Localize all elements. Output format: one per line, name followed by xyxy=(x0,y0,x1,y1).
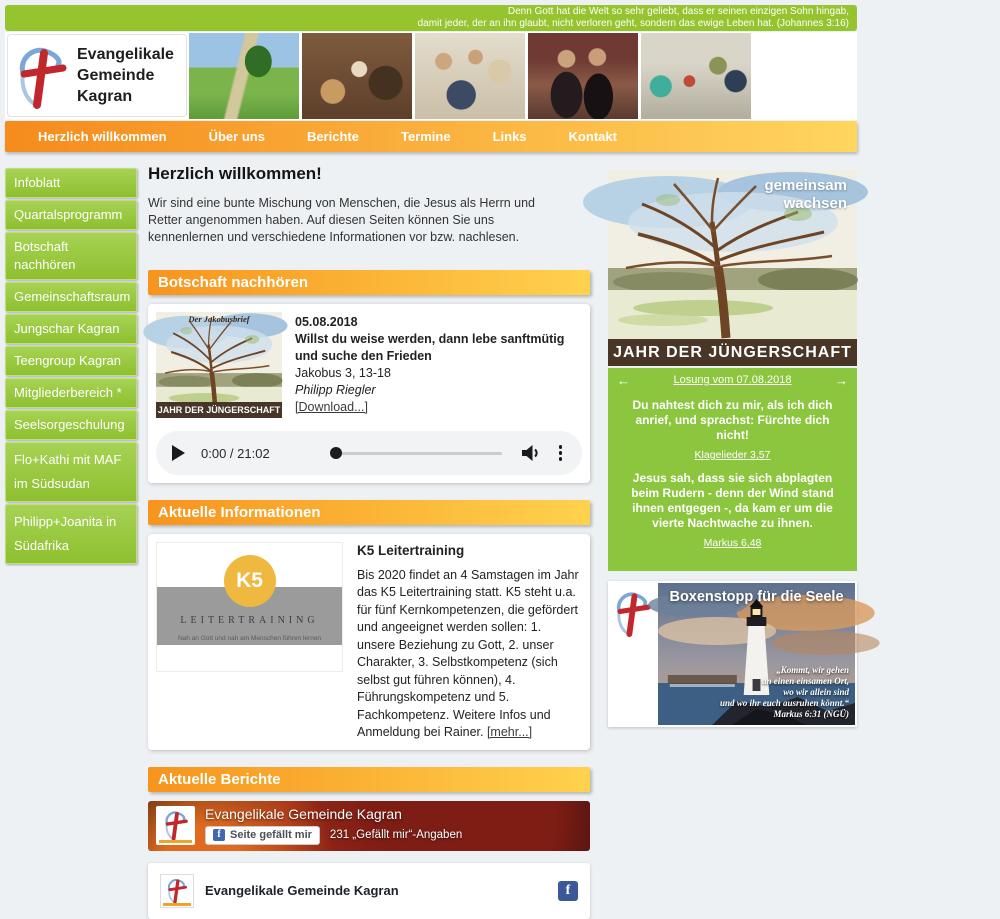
sidebar-item-maf-suedsudan[interactable]: Flo+Kathi mit MAF im Südsudan xyxy=(5,442,137,502)
boxenstopp-banner[interactable] xyxy=(658,583,855,725)
facebook-page-name[interactable]: Evangelikale Gemeinde Kagran xyxy=(205,805,402,822)
main-nav xyxy=(5,121,857,152)
sidebar-item-infoblatt[interactable]: Infoblatt xyxy=(5,168,137,198)
audio-time: 0:00 / 21:02 xyxy=(201,445,270,461)
nav-item-berichte[interactable]: Berichte xyxy=(306,129,359,144)
banner-overlay-text: gemeinsam wachsen xyxy=(764,177,847,212)
sermon-speaker: Philipp Riegler xyxy=(295,383,376,397)
cross-logo-icon xyxy=(15,43,69,109)
header-photo-field-tree xyxy=(189,33,299,119)
main-content xyxy=(148,158,590,919)
sidebar-item-seelsorgeschulung[interactable]: Seelsorgeschulung xyxy=(5,410,137,440)
section-header-informationen: Aktuelle Informationen xyxy=(148,500,590,525)
sidebar-item-jungschar[interactable]: Jungschar Kagran xyxy=(5,314,137,344)
sidebar-item-mitgliederbereich[interactable]: Mitgliederbereich * xyxy=(5,378,137,408)
k5-title: K5 Leitertraining xyxy=(357,543,465,558)
sermon-thumb-caption: JAHR DER JÜNGERSCHAFT xyxy=(156,402,282,418)
site-title: Evangelikale Gemeinde Kagran xyxy=(77,46,174,105)
verse-line-2: damit jeder, der an ihn glaubt, nicht verloren geht, sondern das ewige Leben hat. (Johannes 3:16) xyxy=(417,18,849,29)
boxenstopp-title: Boxenstopp für die Seele xyxy=(669,589,844,605)
header xyxy=(5,32,857,120)
page-title: Herzlich willkommen! xyxy=(148,164,322,183)
losung-nav-bar xyxy=(608,368,857,392)
sermon-thumb-series-label: Der Jakobusbrief xyxy=(188,314,250,324)
facebook-post-page-name[interactable]: Evangelikale Gemeinde Kagran xyxy=(205,883,399,898)
facebook-link-icon[interactable]: f xyxy=(558,881,578,901)
banner-caption: JAHR DER JÜNGERSCHAFT xyxy=(608,339,857,366)
overflow-menu-icon[interactable] xyxy=(555,441,567,465)
sermon-title: Willst du weise werden, dann lebe sanftmütig und suche den Frieden xyxy=(295,332,565,363)
k5-logo-badge: K5 xyxy=(224,555,276,607)
sidebar xyxy=(5,168,137,566)
losung-verse-2: Jesus sah, dass sie sich abplagten beim Rudern - denn der Wind stand ihnen entgegen -, da kam er um die vierte Nachtwache zu ihnen. xyxy=(631,471,834,530)
nav-item-ueber-uns[interactable]: Über uns xyxy=(208,129,265,144)
sidebar-item-gemeinschaftsraum[interactable]: Gemeinschaftsraum xyxy=(5,282,137,312)
sidebar-item-teengroup[interactable]: Teengroup Kagran xyxy=(5,346,137,376)
k5-card xyxy=(148,534,590,750)
k5-leitertraining-image xyxy=(156,542,343,672)
right-column xyxy=(608,170,857,727)
intro-text: Wir sind eine bunte Mischung von Menschen, die Jesus als Herrn und Retter angenommen haben. Auf diesen Seiten können Sie uns kennenlernen und verschiedene Informationen vor bzw. nachlesen. xyxy=(148,196,536,244)
k5-more-link[interactable]: [mehr...] xyxy=(486,725,533,739)
sermon-thumbnail-image xyxy=(156,312,282,418)
boxenstopp-card xyxy=(608,581,857,727)
verse-line-1: Denn Gott hat die Welt so sehr geliebt, dass er seinen einzigen Sohn hingab, xyxy=(507,6,849,17)
nav-item-willkommen[interactable]: Herzlich willkommen xyxy=(38,129,167,144)
cross-logo-icon xyxy=(166,877,188,904)
sermon-download-link[interactable]: [Download...] xyxy=(295,400,368,414)
facebook-post-card xyxy=(148,863,590,919)
nav-item-links[interactable]: Links xyxy=(492,129,527,144)
site-logo[interactable] xyxy=(7,34,187,117)
losung-ref-1[interactable]: Klagelieder 3,57 xyxy=(694,449,771,461)
facebook-icon: f xyxy=(213,829,225,841)
header-photo-baby-dedication xyxy=(415,33,525,119)
sermon-card xyxy=(148,304,590,483)
facebook-post-avatar[interactable] xyxy=(160,874,194,908)
nav-item-termine[interactable]: Termine xyxy=(400,129,451,144)
k5-tagline: Nah an Gott und nah am Menschen führen lernen xyxy=(177,635,322,642)
jahr-der-juengerschaft-banner[interactable] xyxy=(608,170,857,366)
k5-text xyxy=(357,542,582,742)
header-photo-group-table xyxy=(302,33,412,119)
losung-date-link[interactable]: Losung vom 07.08.2018 xyxy=(673,374,792,386)
nav-item-kontakt[interactable]: Kontakt xyxy=(568,129,617,144)
play-icon[interactable] xyxy=(172,445,185,461)
section-header-berichte: Aktuelle Berichte xyxy=(148,767,590,792)
header-photo-two-women xyxy=(528,33,638,119)
sermon-passage: Jakobus 3, 13-18 xyxy=(295,366,391,380)
verse-banner xyxy=(5,5,857,31)
sidebar-item-suedafrika[interactable]: Philipp+Joanita in Südafrika xyxy=(5,504,137,564)
losung-next-icon[interactable]: → xyxy=(834,372,848,388)
section-header-botschaft: Botschaft nachhören xyxy=(148,270,590,295)
k5-body: Bis 2020 findet an 4 Samstagen im Jahr das K5 Leitertraining statt. K5 steht u.a. für fünf Kernkompetenzen, die gefördert und angeeignet werden sollen: 1. unsere Beziehung zu Gott, 2. unser Charakter, 3. Selbstkompetenz (sich selbst gut führen können), 4. Führungskompetenz und 5. Fachkompetenz. Weitere Infos und Anmeldung bei Rainer. xyxy=(357,567,579,739)
losung-prev-icon[interactable]: ← xyxy=(617,372,630,388)
facebook-like-button[interactable]: f Seite gefällt mir xyxy=(205,826,320,845)
sidebar-item-quartalsprogramm[interactable]: Quartalsprogramm xyxy=(5,200,137,230)
cross-logo-icon xyxy=(163,809,189,841)
losung-ref-2[interactable]: Markus 6,48 xyxy=(703,537,762,549)
header-photo-community-room xyxy=(641,33,751,119)
audio-seek-knob[interactable] xyxy=(330,447,342,459)
facebook-page-plugin xyxy=(148,801,590,851)
losung-box xyxy=(608,392,857,571)
facebook-like-count: 231 „Gefällt mir“-Angaben xyxy=(329,829,463,841)
sidebar-item-botschaft-nachhoeren[interactable]: Botschaft nachhören xyxy=(5,232,137,280)
sermon-date: 05.08.2018 xyxy=(295,315,358,329)
losung-verse-1: Du nahtest dich zu mir, als ich dich anrief, und sprachst: Fürchte dich nicht! xyxy=(632,398,833,442)
volume-icon[interactable] xyxy=(522,444,541,462)
boxenstopp-quote: „Kommt, wir gehen an einen einsamen Ort, wo wir allein sind und wo ihr euch ausruhen könnt.“ Markus 6:31 (NGÜ) xyxy=(719,665,849,719)
header-photo-strip xyxy=(189,33,751,119)
sermon-meta xyxy=(295,312,582,418)
k5-band-label: LEITERTRAINING xyxy=(180,615,319,626)
audio-player xyxy=(156,431,582,475)
facebook-page-avatar[interactable] xyxy=(156,806,195,845)
audio-seek-slider[interactable] xyxy=(330,452,502,455)
